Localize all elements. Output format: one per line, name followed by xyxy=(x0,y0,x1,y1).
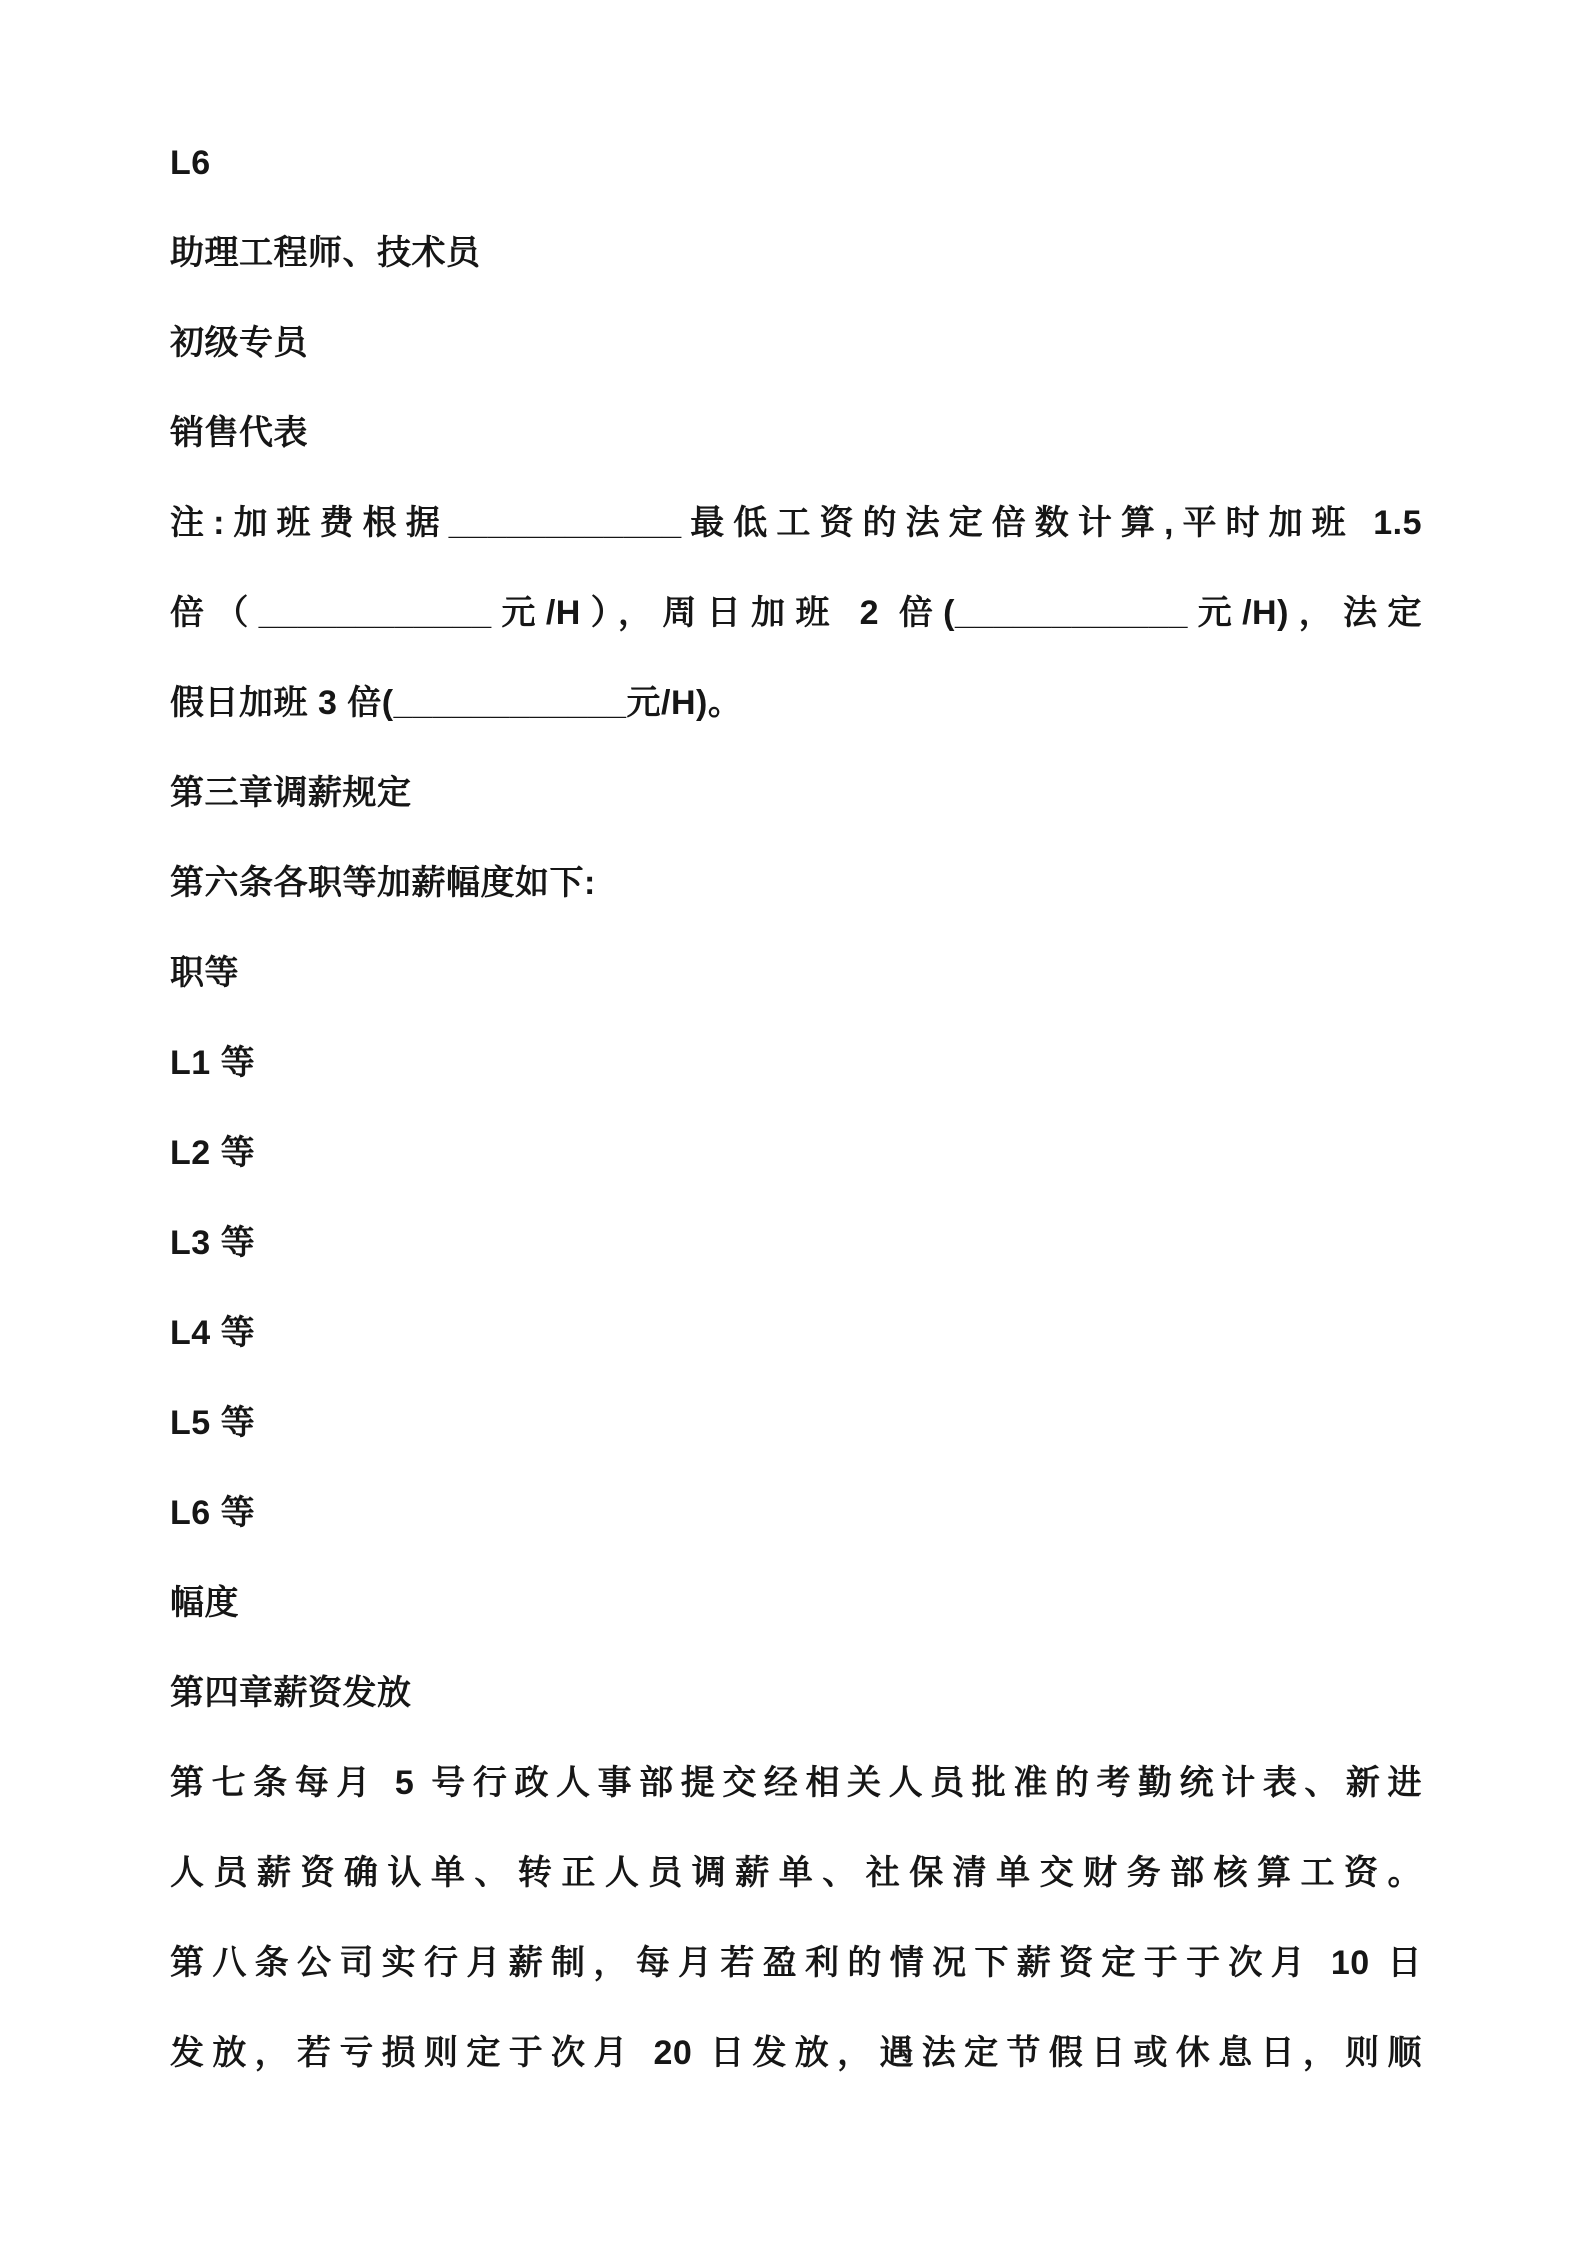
document-line: 职等 xyxy=(170,954,239,992)
document-line: L6 等 xyxy=(170,1494,256,1532)
document-line: 发放，若亏损则定于次月 20 日发放，遇法定节假日或休息日，则顺 xyxy=(170,2034,1422,2072)
document-line: 幅度 xyxy=(170,1584,239,1622)
document-line: L6 xyxy=(170,144,211,182)
document-line: 第六条各职等加薪幅度如下: xyxy=(170,864,596,902)
document-line: 第八条公司实行月薪制，每月若盈利的情况下薪资定于于次月 10 日 xyxy=(170,1944,1422,1982)
document-line: 人员薪资确认单、转正人员调薪单、社保清单交财务部核算工资。 xyxy=(170,1854,1422,1892)
document-heading: 第三章调薪规定 xyxy=(170,774,412,812)
document-line: L4 等 xyxy=(170,1314,256,1352)
document-heading: 第四章薪资发放 xyxy=(170,1674,412,1712)
document-line: 销售代表 xyxy=(170,414,308,452)
document-line: L2 等 xyxy=(170,1134,256,1172)
document-line: L3 等 xyxy=(170,1224,256,1262)
document-line: L1 等 xyxy=(170,1044,256,1082)
document-line: 初级专员 xyxy=(170,324,308,362)
document-line: 助理工程师、技术员 xyxy=(170,234,481,272)
document-line: 假日加班 3 倍(____________元/H)。 xyxy=(170,684,743,722)
document-line: 倍（____________元/H），周日加班 2 倍(____________元/H)，法定 xyxy=(170,594,1422,632)
document-line: 注:加班费根据____________最低工资的法定倍数计算,平时加班 1.5 xyxy=(170,504,1422,542)
document-body xyxy=(170,118,1422,2098)
document-line: L5 等 xyxy=(170,1404,256,1442)
document-line: 第七条每月 5 号行政人事部提交经相关人员批准的考勤统计表、新进 xyxy=(170,1764,1422,1802)
